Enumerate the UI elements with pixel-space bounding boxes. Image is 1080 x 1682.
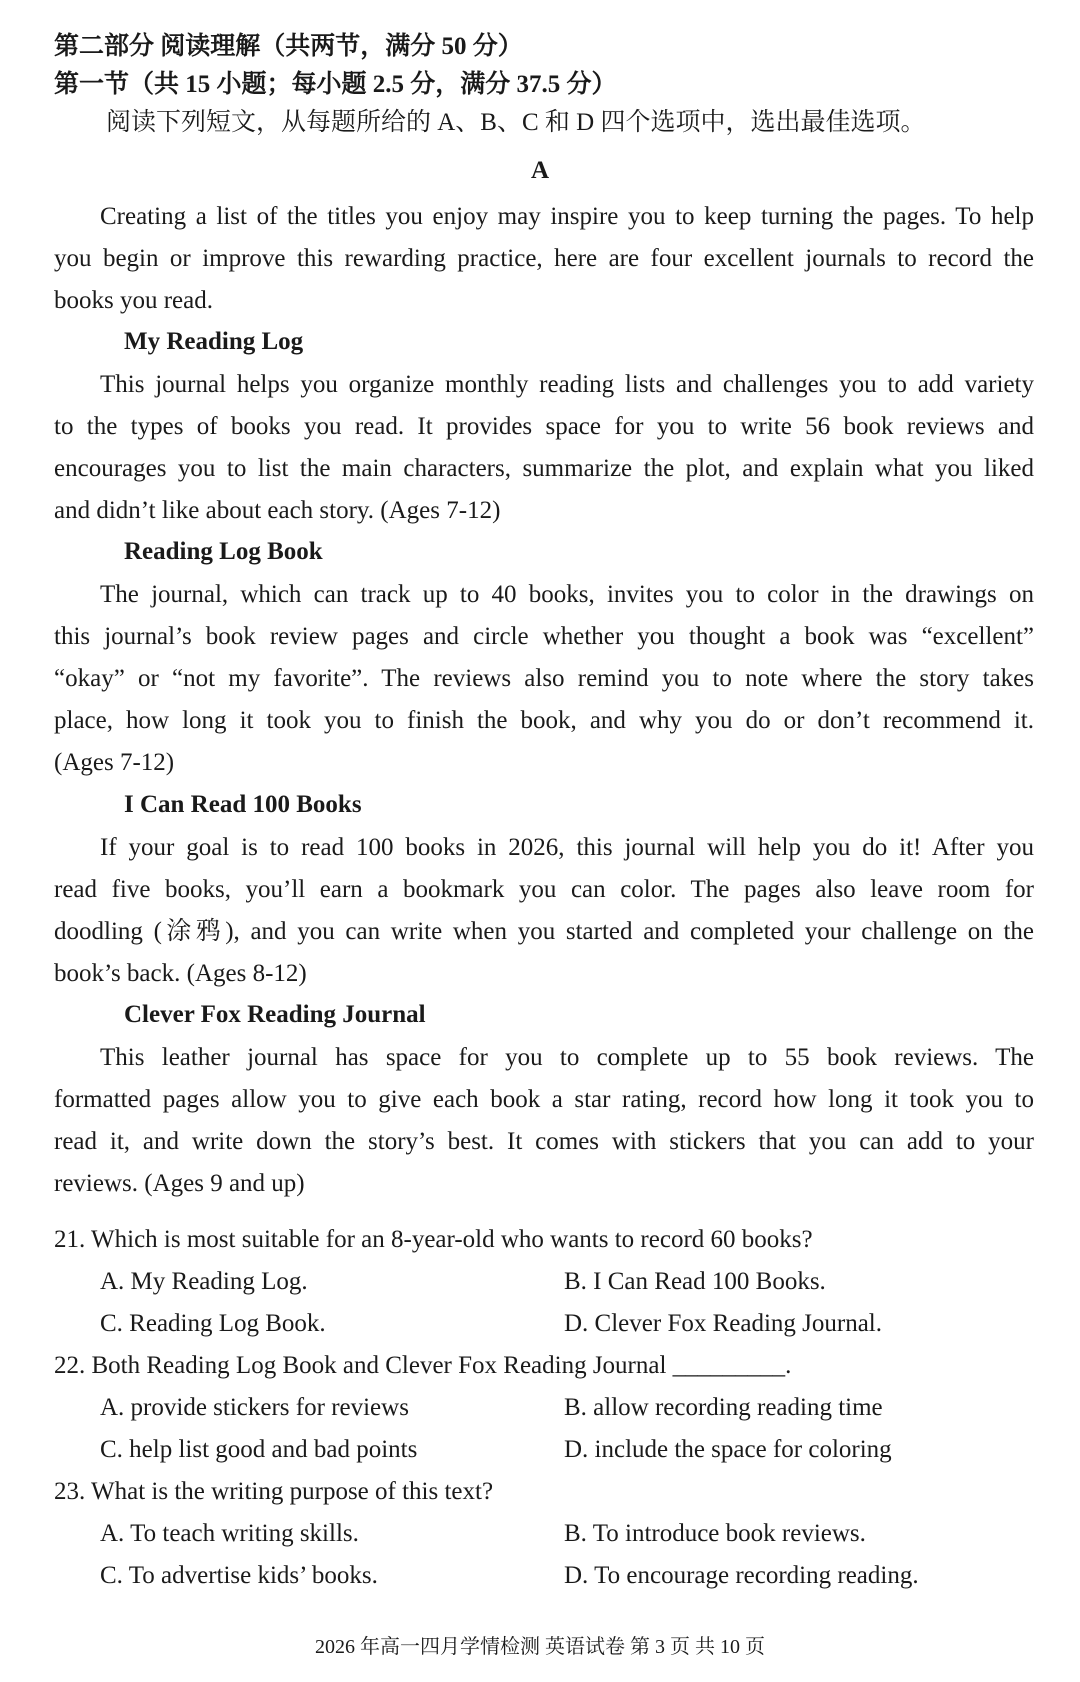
instruction-text: 阅读下列短文，从每题所给的 A、B、C 和 D 四个选项中，选出最佳选项。 bbox=[106, 109, 926, 136]
paragraph-line: this journal’s book review pages and circle whether you thought a book was “excellent” bbox=[54, 623, 1034, 650]
paragraph-line: encourages you to list the main characters, summarize the plot, and explain what you liked bbox=[54, 455, 1034, 482]
journal-title: I Can Read 100 Books bbox=[124, 791, 362, 818]
journal-description bbox=[54, 827, 1034, 995]
paragraph-line: doodling (涂鸦), and you can write when you started and completed your challenge on the bbox=[54, 918, 1034, 945]
journal-description bbox=[54, 1037, 1034, 1205]
paragraph-line: The journal, which can track up to 40 books, invites you to color in the drawings on bbox=[100, 581, 1034, 608]
answer-option: A. To teach writing skills. bbox=[100, 1520, 359, 1547]
answer-option: B. To introduce book reviews. bbox=[564, 1520, 866, 1547]
paragraph-line: you begin or improve this rewarding practice, here are four excellent journals to record the bbox=[54, 245, 1034, 272]
paragraph-line: read five books, you’ll earn a bookmark you can color. The pages also leave room for bbox=[54, 876, 1034, 903]
passage-label: A bbox=[530, 157, 550, 184]
intro-paragraph bbox=[54, 196, 1034, 322]
paragraph-line: to the types of books you read. It provides space for you to write 56 book reviews and bbox=[54, 413, 1034, 440]
answer-option: B. allow recording reading time bbox=[564, 1394, 883, 1421]
question-stem: 22. Both Reading Log Book and Clever Fox Reading Journal _________. bbox=[54, 1352, 792, 1379]
journal-title: Clever Fox Reading Journal bbox=[124, 1001, 426, 1028]
paragraph-line: Creating a list of the titles you enjoy may inspire you to keep turning the pages. To help bbox=[100, 203, 1034, 230]
paragraph-line: books you read. bbox=[54, 287, 213, 314]
answer-option: D. include the space for coloring bbox=[564, 1436, 892, 1463]
answer-option: B. I Can Read 100 Books. bbox=[564, 1268, 826, 1295]
answer-option: A. My Reading Log. bbox=[100, 1268, 308, 1295]
question-stem: 21. Which is most suitable for an 8-year-old who wants to record 60 books? bbox=[54, 1226, 813, 1253]
journal-description bbox=[54, 364, 1034, 532]
paragraph-line: and didn’t like about each story. (Ages 7-12) bbox=[54, 497, 501, 524]
answer-option: C. Reading Log Book. bbox=[100, 1310, 326, 1337]
answer-option: D. Clever Fox Reading Journal. bbox=[564, 1310, 883, 1337]
journal-title: My Reading Log bbox=[124, 328, 304, 355]
question-stem: 23. What is the writing purpose of this text? bbox=[54, 1478, 494, 1505]
paragraph-line: reviews. (Ages 9 and up) bbox=[54, 1170, 305, 1197]
section-heading: 第一节（共 15 小题；每小题 2.5 分，满分 37.5 分） bbox=[54, 71, 617, 98]
journal-description bbox=[54, 574, 1034, 784]
answer-option: C. To advertise kids’ books. bbox=[100, 1562, 378, 1589]
answer-option: A. provide stickers for reviews bbox=[100, 1394, 409, 1421]
paragraph-line: formatted pages allow you to give each book a star rating, record how long it took you to bbox=[54, 1086, 1034, 1113]
page-footer: 2026 年高一四月学情检测 英语试卷 第 3 页 共 10 页 bbox=[315, 1636, 765, 1658]
paragraph-line: book’s back. (Ages 8-12) bbox=[54, 960, 307, 987]
paragraph-line: This leather journal has space for you to complete up to 55 book reviews. The bbox=[100, 1044, 1034, 1071]
journal-title: Reading Log Book bbox=[124, 538, 323, 565]
paragraph-line: read it, and write down the story’s best. It comes with stickers that you can add to your bbox=[54, 1128, 1034, 1155]
paragraph-line: This journal helps you organize monthly reading lists and challenges you to add variety bbox=[100, 371, 1034, 398]
paragraph-line: (Ages 7-12) bbox=[54, 749, 175, 776]
answer-option: D. To encourage recording reading. bbox=[564, 1562, 919, 1589]
paragraph-line: “okay” or “not my favorite”. The reviews also remind you to note where the story takes bbox=[54, 665, 1034, 692]
paragraph-line: place, how long it took you to finish the book, and why you do or don’t recommend it. bbox=[54, 707, 1034, 734]
paragraph-line: If your goal is to read 100 books in 2026, this journal will help you do it! After you bbox=[100, 834, 1034, 861]
part-heading: 第二部分 阅读理解（共两节，满分 50 分） bbox=[54, 33, 523, 60]
answer-option: C. help list good and bad points bbox=[100, 1436, 418, 1463]
